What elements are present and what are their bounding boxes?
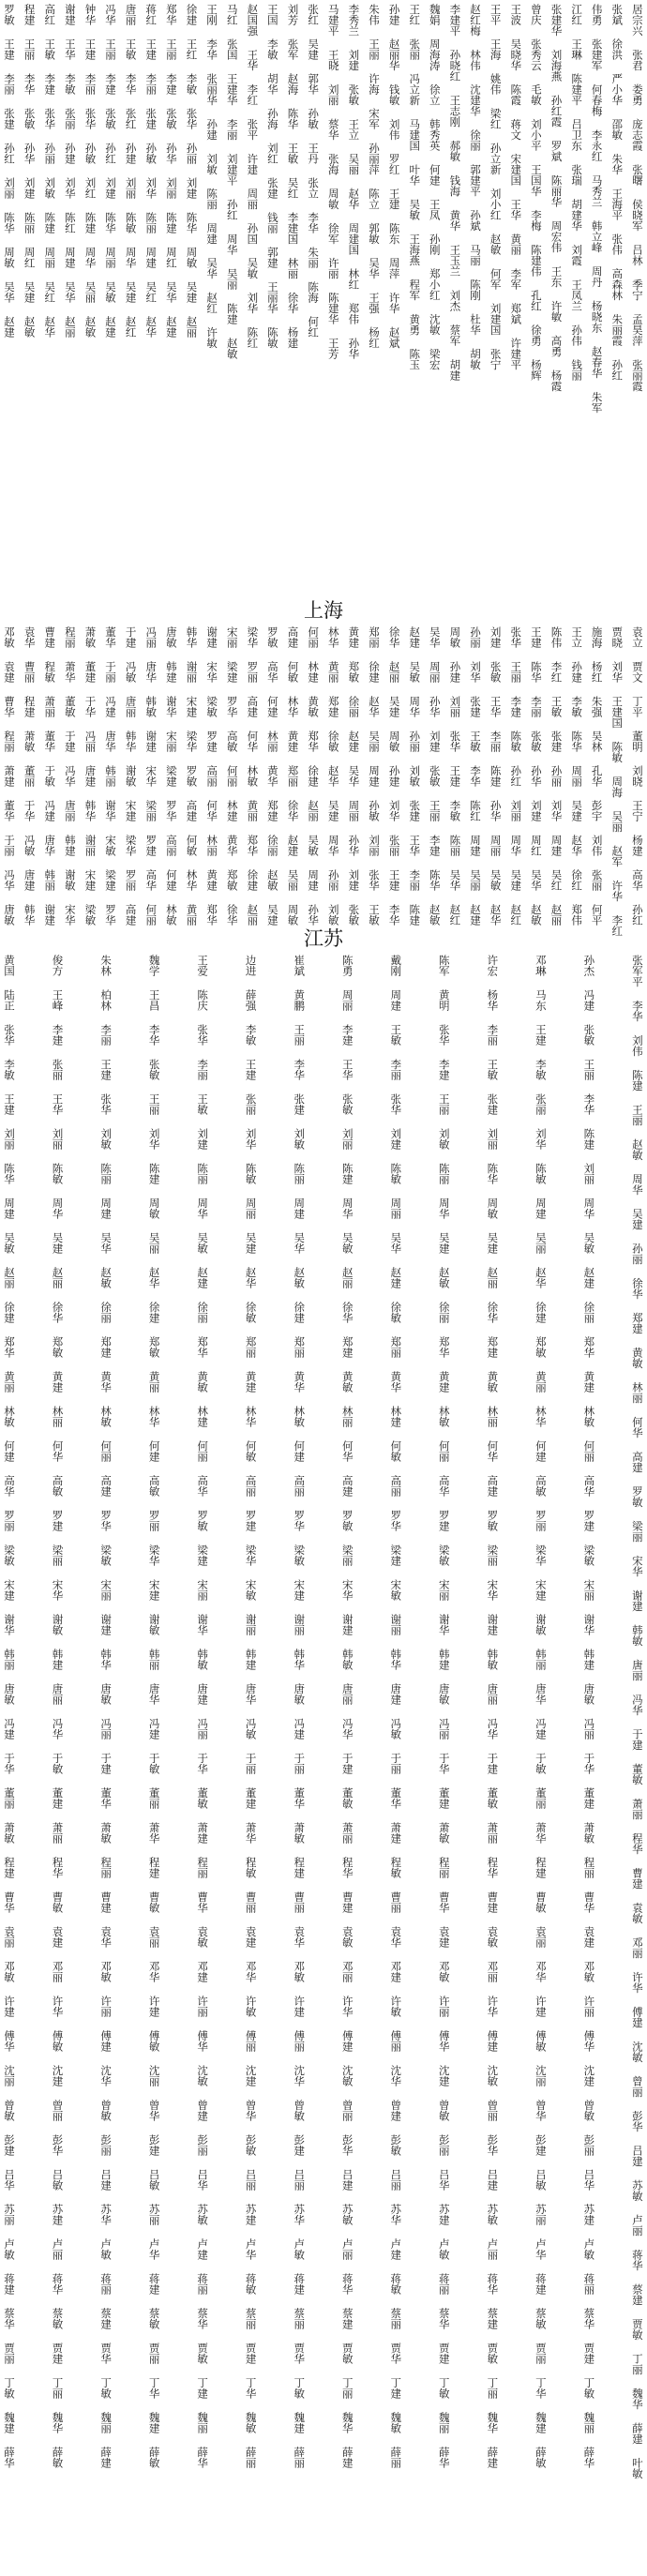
name-column: 郑华 王丽 李建 张敏 孙华 刘丽 陈建 周红 吴华 赵建 (164, 4, 178, 338)
name-column: 陈伟 李红 王敏 张建 孙丽 刘华 周建 吴红 赵丽 (549, 626, 564, 926)
name-column: 冯华 王丽 李建 张敏 孙红 刘建 陈华 周丽 吴敏 赵建 (104, 4, 118, 338)
name-list-block-1 (4, 4, 643, 595)
name-column: 张军平 李华 刘伟 陈建 王丽 赵敏 周华 吴建 孙丽 徐华 郑建 黄敏 林丽 何华 高建 罗敏 梁丽 宋华 谢建 韩敏 唐丽 冯华 于建 董敏 萧丽 程华 曹建 袁敏 邓丽 许华 傅建 沈敏 曾丽 彭华 吕建 苏敏 卢丽 蒋华 蔡建 贾敏 丁丽 魏华 薛建 叶敏 (630, 955, 644, 2479)
name-columns (4, 955, 643, 2572)
name-column: 林华 黄丽 郑建 徐敏 赵华 吴建 周华 孙丽 刘敏 (326, 626, 340, 926)
name-column: 孙丽 刘华 张建 王敏 李华 陈红 周建 吴丽 赵建 (469, 626, 483, 926)
name-column: 朱林 柏林 李丽 王建 张华 刘敏 陈丽 周建 吴华 赵敏 徐丽 郑建 黄华 林敏 何丽 高建 罗华 梁敏 宋丽 谢建 韩华 唐敏 冯丽 于建 董华 萧敏 程丽 曹建 袁华 邓敏 许丽 傅建 沈华 曾敏 彭丽 吕建 苏华 卢敏 蒋丽 蔡建 贾华 丁敏 魏丽 薛建 (99, 955, 113, 2468)
name-column: 程丽 萧华 董敏 于建 冯华 唐丽 韩建 谢敏 宋华 (63, 626, 77, 926)
name-column: 朱伟 王丽 许海 宋军 孙丽萍 陈立 郭敏 吴华 王强 杨红 (367, 4, 381, 349)
name-column: 郑丽 徐建 赵华 吴丽 周建 孙敏 刘丽 张华 王敏 (367, 626, 381, 926)
name-column: 宋丽 梁建 罗华 高敏 何丽 林建 黄华 郑敏 徐华 (225, 626, 239, 926)
name-column: 王爱 陈庆 张华 李丽 王敏 刘建 陈丽 周华 吴敏 赵建 徐丽 郑华 黄敏 林建 何丽 高华 罗敏 梁建 宋丽 谢华 韩敏 唐建 冯丽 于华 董敏 萧建 程丽 曹华 袁敏 邓建 许丽 傅华 沈敏 曾建 彭丽 吕华 苏敏 卢建 蒋丽 蔡华 贾敏 丁建 魏丽 薛华 (196, 955, 210, 2468)
name-column: 孙建 赵丽华 钱敏 刘伟 罗红 王建 陈东 周萍 许华 赵斌 (387, 4, 401, 349)
name-column: 王红 张丽 冯立新 马建国 叶华 吴敏 王海燕 程军 黄勇 陈玉 (408, 4, 422, 370)
name-column: 张红 吴建 郭华 孙敏 王丹 张立 李华 朱丽 陈海 何红 (307, 4, 321, 338)
section-heading-shanghai: 上海 (304, 599, 343, 622)
name-column: 黄建 郑敏 徐丽 赵建 吴华 周丽 孙华 刘建 张敏 (347, 626, 361, 926)
name-column: 张斌 徐洪 严小华 邵敏 朱华 王海平 张伟 高森林 朱丽霞 孙红 (610, 4, 624, 381)
name-column: 冯丽 唐华 韩敏 谢建 宋华 梁丽 罗建 高华 何丽 (144, 626, 158, 926)
name-column: 戴刚 周建 王敏 李丽 张华 刘建 陈敏 周丽 吴华 赵建 徐敏 郑丽 黄华 林建 何敏 高丽 罗华 梁建 宋敏 谢丽 韩华 唐建 冯敏 于丽 董华 萧建 程敏 曹丽 袁华 邓建 许敏 傅丽 沈华 曾建 彭敏 吕丽 苏华 卢建 蒋敏 蔡丽 贾华 丁建 魏敏 薛丽 (389, 955, 403, 2468)
name-column: 曹建 程敏 萧丽 董华 于敏 冯建 唐华 韩丽 谢建 (43, 626, 57, 926)
name-column: 梁华 罗丽 高建 何华 林敏 黄丽 郑华 徐建 赵丽 (246, 626, 260, 926)
name-column: 唐丽 王敏 李华 张红 孙建 刘丽 陈敏 周华 吴建 赵红 (124, 4, 138, 338)
name-column: 魏学 王昌 李华 张敏 王丽 刘华 陈建 周敏 吴丽 赵华 徐建 郑敏 黄丽 林华 何建 高敏 罗丽 梁华 宋建 谢敏 韩丽 唐华 冯建 于敏 董丽 萧华 程建 曹敏 袁丽 邓华 许建 傅敏 沈丽 曾华 彭建 吕敏 苏丽 卢华 蒋建 蔡敏 贾丽 丁华 魏建 薛敏 (147, 955, 161, 2468)
name-column: 吴华 周丽 孙华 刘建 张敏 王丽 李建 陈华 赵敏 (428, 626, 442, 926)
name-column: 黄国 陆正 张华 李敏 王建 刘丽 陈华 周建 吴敏 赵丽 徐建 郑华 黄丽 林敏 何建 高华 罗丽 梁敏 宋建 谢华 韩丽 唐敏 冯建 于华 董丽 萧敏 程建 曹华 袁丽 邓敏 许建 傅华 沈丽 曾敏 彭建 吕华 苏丽 卢敏 蒋建 蔡华 贾丽 丁敏 魏建 薛华 (3, 955, 16, 2468)
name-column: 刘芳 张军 赵海 陈华 王敏 吴红 李建国 林丽 徐华 杨建 (286, 4, 300, 349)
name-column: 程建 王丽 李华 张敏 孙华 刘建 陈丽 周红 吴建 赵敏 (23, 4, 37, 338)
name-column: 袁立 贾文 丁平 董明 刘晓 王宁 杨建 高华 孙红 (630, 626, 644, 926)
section-heading-jiangsu: 江苏 (304, 927, 343, 950)
name-column: 王平 王海 姚伟 梁红 孙立新 刘小红 赵敏 何军 刘建国 张宁 (489, 4, 503, 370)
name-column: 曾庆 张秀云 毛敏 刘小平 王国华 李梅 陈建伟 孔红 徐勇 杨辉 (529, 4, 543, 381)
name-column: 徐建 王红 李敏 张华 孙丽 刘建 陈华 周敏 吴建 赵丽 (185, 4, 199, 338)
name-list-block-2 (3, 626, 644, 937)
name-column: 谢建 宋华 梁敏 罗建 高丽 何华 林丽 黄建 郑华 (205, 626, 219, 926)
name-column: 陈勇 周丽 李建 王华 张敏 刘丽 陈建 周华 吴敏 赵丽 徐华 郑建 黄敏 林丽 何华 高建 罗敏 梁丽 宋华 谢建 韩敏 唐丽 冯华 于建 董敏 萧丽 程华 曹建 袁敏 邓丽 许华 傅建 沈敏 曾丽 彭华 吕建 苏敏 卢丽 蒋华 蔡建 贾敏 丁丽 魏华 薛建 (340, 955, 354, 2468)
name-column: 俊方 王峰 李建 张丽 王华 刘丽 陈敏 周华 吴建 赵丽 徐华 郑敏 黄建 林丽 何华 高敏 罗建 梁丽 宋华 谢敏 韩建 唐丽 冯华 于敏 董建 萧丽 程华 曹敏 袁建 邓丽 许华 傅敏 沈建 曾丽 彭华 吕敏 苏建 卢丽 蒋华 蔡敏 贾建 丁丽 魏华 薛敏 (51, 955, 65, 2468)
name-column: 伟勇 张建军 何春梅 李永红 马秀兰 韩立峰 周丹 杨晓东 赵春华 朱军 (590, 4, 604, 414)
name-column: 赵建 吴敏 周华 孙丽 刘敏 张建 王华 李丽 陈建 (408, 626, 422, 926)
name-column: 谢建 王华 李敏 张丽 孙建 刘华 陈红 周建 吴华 赵丽 (63, 4, 77, 338)
name-column: 刘建 张敏 王华 李丽 陈建 孙华 周丽 吴敏 赵华 (489, 626, 503, 926)
name-column: 陈军 黄明 张华 李建 王丽 刘敏 陈丽 周华 吴建 赵敏 徐丽 郑华 黄建 林敏 何丽 高华 罗建 梁敏 宋丽 谢华 韩建 唐敏 冯丽 于华 董建 萧敏 程丽 曹华 袁建 邓敏 许丽 傅华 沈建 曾敏 彭丽 吕华 苏建 卢敏 蒋丽 蔡华 贾建 丁敏 魏丽 薛华 (437, 955, 451, 2468)
name-column: 袁华 曹丽 程建 萧敏 董丽 于华 冯敏 唐建 韩华 (23, 626, 37, 926)
name-column: 边进 薛强 李敏 王建 张丽 刘华 陈敏 周丽 吴建 赵华 徐敏 郑丽 黄建 林华 何敏 高丽 罗建 梁华 宋敏 谢丽 韩建 唐华 冯敏 于丽 董建 萧华 程敏 曹丽 袁建 邓华 许敏 傅丽 沈建 曾华 彭敏 吕丽 苏建 卢华 蒋敏 蔡丽 贾建 丁华 魏敏 薛丽 (244, 955, 258, 2468)
name-column: 蒋红 王建 李丽 张建 孙敏 刘华 陈丽 周建 吴红 赵华 (144, 4, 158, 338)
name-column: 赵红梅 林伟 沈建华 徐丽 郭建平 孙斌 马丽 陈刚 杜华 胡敏 (469, 4, 483, 370)
name-column: 赵国强 王华 李红 张平 许建 周丽 孙国 吴敏 刘华 陈红 (246, 4, 260, 349)
name-list-block-3 (4, 955, 643, 2572)
name-column: 王立 孙建 李敏 陈华 周丽 吴建 赵华 徐红 郑伟 (570, 626, 584, 926)
name-column: 罗敏 王建 李丽 张建 孙红 刘丽 陈华 周敏 吴华 赵建 (3, 4, 16, 338)
name-column: 唐敏 韩建 谢华 宋丽 梁建 罗华 高丽 何建 林敏 (164, 626, 178, 926)
name-column: 于建 冯敏 唐丽 韩华 谢敏 宋建 梁华 罗丽 高建 (124, 626, 138, 926)
name-columns (4, 4, 643, 595)
name-column: 萧敏 董建 于华 冯丽 唐建 韩华 谢丽 宋建 梁敏 (83, 626, 98, 926)
name-column: 高红 王敏 李建 张华 孙丽 刘敏 陈建 周丽 吴红 赵华 (43, 4, 57, 338)
name-column: 高建 何敏 林华 黄建 郑丽 徐华 赵建 吴丽 周敏 (286, 626, 300, 926)
name-column: 周敏 孙建 刘丽 张华 王建 李敏 陈丽 吴华 赵红 (448, 626, 462, 926)
name-column: 张建华 刘海燕 孙红霞 罗斌 陈丽华 周宏伟 王东 许敏 高勇 杨霞 (549, 4, 564, 392)
name-column: 崔斌 黄鹏 王丽 李华 张建 刘敏 陈丽 周建 吴华 赵敏 徐建 郑丽 黄华 林敏 何建 高丽 罗华 梁敏 宋建 谢丽 韩华 唐敏 冯建 于丽 董华 萧敏 程建 曹丽 袁华 邓敏 许建 傅丽 沈华 曾敏 彭建 吕丽 苏华 卢敏 蒋建 蔡丽 贾华 丁敏 魏建 薛丽 (293, 955, 307, 2468)
name-column: 邓琳 马东 王建 李敏 张丽 刘华 陈敏 周建 吴丽 赵华 徐建 郑敏 黄丽 林华 何建 高敏 罗丽 梁华 宋建 谢敏 韩丽 唐华 冯建 于敏 董丽 萧华 程建 曹敏 袁丽 邓华 许建 傅敏 沈丽 曾华 彭建 吕敏 苏丽 卢华 蒋建 蔡敏 贾丽 丁华 魏建 薛敏 (534, 955, 548, 2468)
name-column: 王建 陈华 李丽 张敏 孙华 刘建 周红 吴华 赵敏 (529, 626, 543, 926)
name-column: 马红 张国 王建华 李丽 刘建平 孙红 周华 吴丽 陈建 赵敏 (225, 4, 239, 359)
name-column: 施海 杨红 朱强 吴林 孔华 彭宇 刘伟 张丽 何平 (590, 626, 604, 926)
name-column: 徐华 赵丽 吴建 周敏 孙建 刘华 张丽 王建 李华 (387, 626, 401, 926)
name-column: 贾晓 刘华 王建国 陈敏 周海 吴丽 赵军 许华 李红 (610, 626, 624, 937)
name-column: 魏娟 周海涛 徐立 韩秀英 何建 王凤 孙刚 郑小红 沈敏 梁宏 (428, 4, 442, 370)
name-column: 张华 王丽 李建 陈敏 孙红 刘丽 周华 吴建 赵红 (509, 626, 523, 926)
name-column: 许宏 杨华 李丽 王敏 张建 刘丽 陈华 周敏 吴建 赵丽 徐华 郑建 黄敏 林丽 何华 高建 罗敏 梁丽 宋华 谢建 韩敏 唐丽 冯华 于建 董敏 萧丽 程华 曹建 袁敏 邓丽 许华 傅建 沈敏 曾丽 彭华 吕建 苏敏 卢丽 蒋华 蔡建 贾敏 丁丽 魏华 薛建 (486, 955, 500, 2468)
name-column: 钟华 王建 李丽 张华 孙敏 刘红 陈建 周华 吴丽 赵敏 (83, 4, 98, 338)
name-column: 王国 李敏 胡华 孙海 刘红 张建 钱丽 郭建 王丽华 陈敏 (265, 4, 279, 349)
name-columns (3, 626, 644, 937)
name-column: 江红 王琳 陈建平 吕卫东 张瑞 胡建华 刘霞 王凤兰 孙伟 钱丽 (570, 4, 584, 381)
name-column: 罗敏 高华 何建 林丽 黄华 郑建 徐丽 赵敏 吴建 (265, 626, 279, 926)
name-column: 王波 吴晓华 陈霞 蒋文 宋建国 王华 黄丽 李军 郑斌 许建平 (509, 4, 523, 370)
name-column: 居宗兴 张君 娄勇 庞志霞 张曙 侯晓军 吕林 季宁 孟昊萍 张丽霞 (630, 4, 644, 392)
name-column: 孙杰 冯建 张敏 王丽 李华 陈建 刘丽 周华 吴敏 赵建 徐丽 郑华 黄建 林敏 何丽 高华 罗建 梁敏 宋丽 谢华 韩建 唐敏 冯丽 于华 董建 萧敏 程丽 曹华 袁建 邓敏 许丽 傅华 沈建 曾敏 彭丽 吕华 苏建 卢敏 蒋丽 蔡华 贾建 丁敏 魏丽 薛华 (582, 955, 596, 2468)
name-column: 邓敏 袁建 曹华 程丽 萧建 董华 于丽 冯华 唐敏 (3, 626, 16, 926)
name-column: 李建平 孙晓红 王志刚 郝敏 钱海 黄华 王玉兰 刘杰 蔡军 胡建 (448, 4, 462, 381)
name-column: 董华 于丽 冯建 唐华 韩丽 谢华 宋敏 梁建 罗华 (104, 626, 118, 926)
name-column: 何丽 林建 黄敏 郑华 徐建 赵丽 吴敏 周建 孙华 (307, 626, 321, 926)
name-column: 韩华 谢丽 宋建 梁华 罗敏 高建 何敏 林华 黄丽 (185, 626, 199, 926)
name-column: 王刚 李华 张丽华 孙建 刘敏 陈丽 周建 吴华 赵红 许敏 (205, 4, 219, 349)
name-column: 马建平 王晓 刘丽 蔡华 张海 周敏 徐军 许丽 陈建华 王芳 (326, 4, 340, 359)
name-column: 李秀兰 刘建 张敏 王立 吴丽 赵华 周建国 林红 郑伟 孙华 (347, 4, 361, 359)
